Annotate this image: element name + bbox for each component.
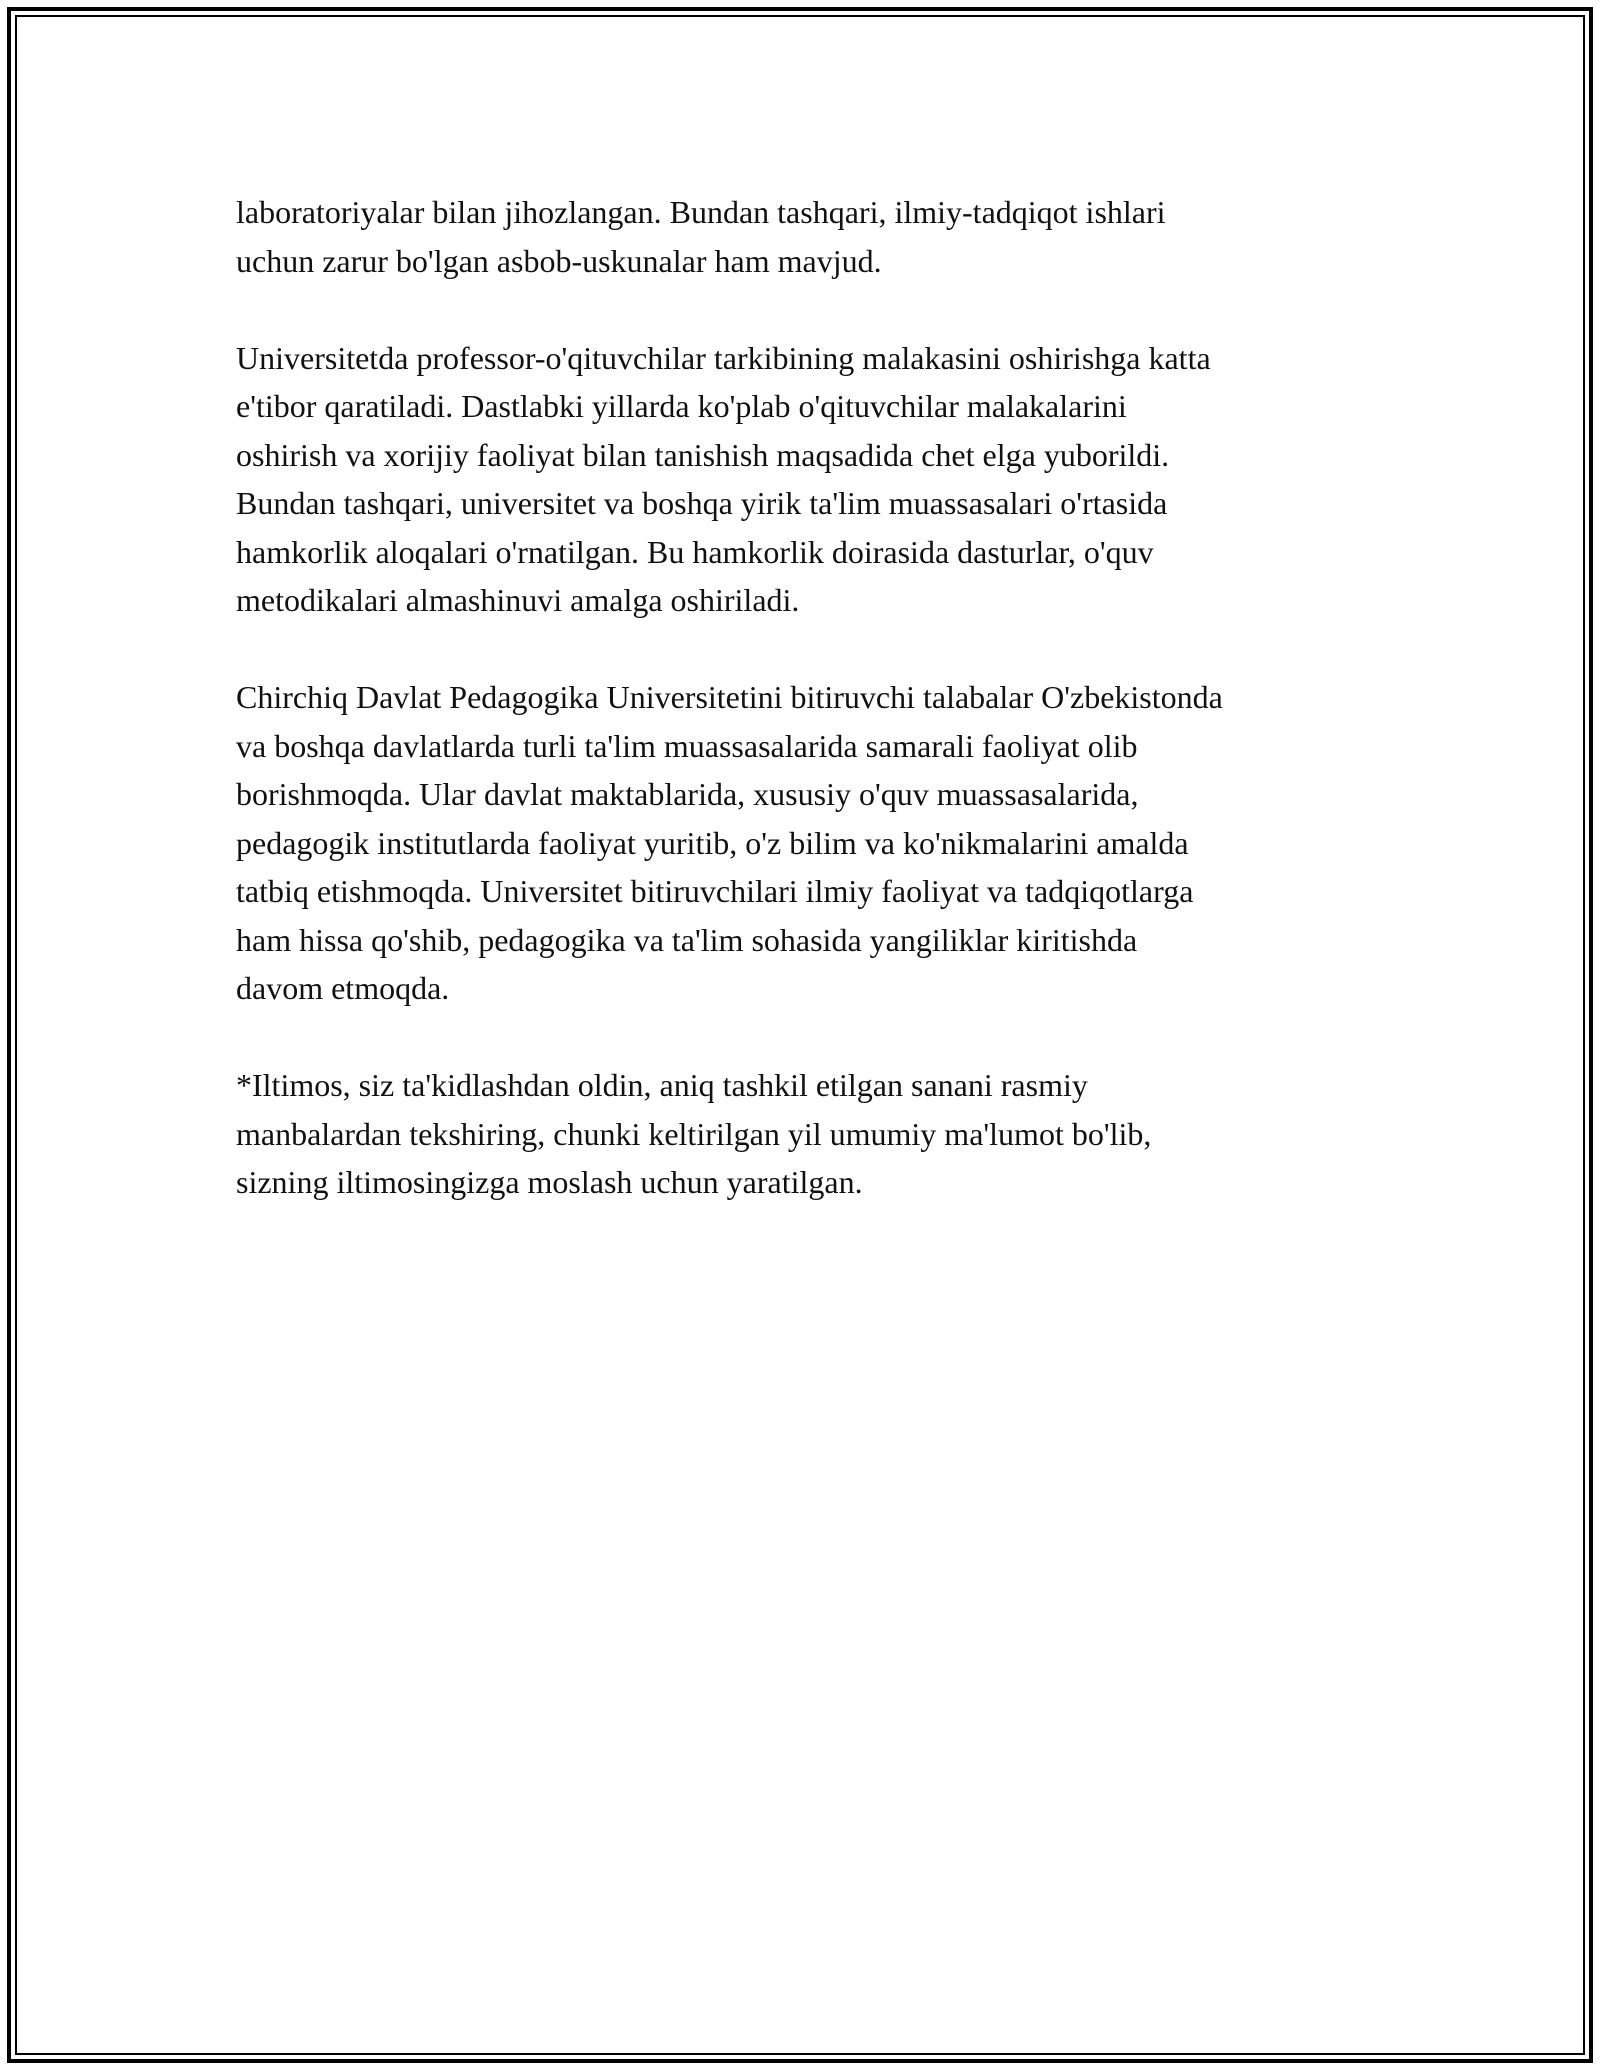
document-body <box>236 188 1386 1255</box>
paragraph-graduates: Chirchiq Davlat Pedagogika Universitetini bitiruvchi talabalar O'zbekistonda va boshqa davlatlarda turli ta'lim muassasalarida samarali faoliyat olib borishmoqda. Ular davlat maktablarida, xususiy o'quv muassasalarida, pedagogik institutlarda faoliyat yuritib, o'z bilim va ko'nikmalarini amalda tatbiq etishmoqda. Universitet bitiruvchilari ilmiy faoliyat va tadqiqotlarga ham hissa qo'shib, pedagogika va ta'lim sohasida yangiliklar kiritishda davom etmoqda. <box>236 679 1223 1006</box>
paragraph-teacher-qualification: Universitetda professor-o'qituvchilar tarkibining malakasini oshirishga katta e'tibor qaratiladi. Dastlabki yillarda ko'plab o'qituvchilar malakalarini oshirish va xorijiy faoliyat bilan tanishish maqsadida chet elga yuborildi. Bundan tashqari, universitet va boshqa yirik ta'lim muassasalari o'rtasida hamkorlik aloqalari o'rnatilgan. Bu hamkorlik doirasida dasturlar, o'quv metodikalari almashinuvi amalga oshiriladi. <box>236 339 1211 618</box>
paragraph-footnote: *Iltimos, siz ta'kidlashdan oldin, aniq tashkil etilgan sanani rasmiy manbalardan tekshiring, chunki keltirilgan yil umumiy ma'lumot bo'lib, sizning iltimosingizga moslash uchun yaratilgan. <box>236 1067 1152 1200</box>
paragraph-laboratories: laboratoriyalar bilan jihozlangan. Bundan tashqari, ilmiy-tadqiqot ishlari uchun zarur bo'lgan asbob-uskunalar ham mavjud. <box>236 194 1166 279</box>
